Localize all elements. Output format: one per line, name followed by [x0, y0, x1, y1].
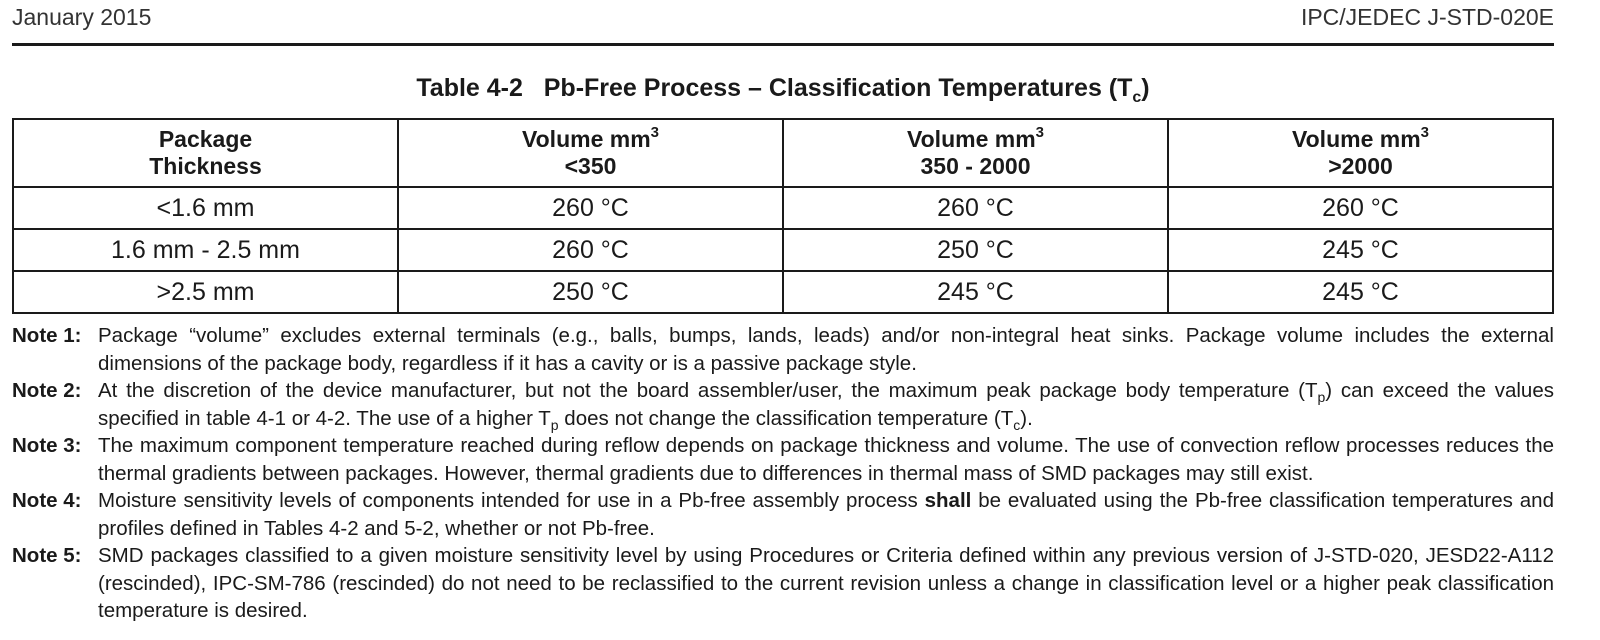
- note-label: Note 1:: [12, 324, 82, 347]
- note-label: Note 2:: [12, 379, 82, 402]
- header-volume-lt350: [398, 119, 783, 187]
- note-3: [12, 432, 1554, 487]
- note-label: Note 5:: [12, 544, 82, 567]
- note-text: [98, 487, 1554, 542]
- header-divider: [12, 43, 1554, 46]
- note-text: SMD packages classified to a given moisture sensitivity level by using Procedures or Criteria defined within any previous version of J-STD-020, JESD22-A112 (rescinded), IPC-SM-786 (rescinded) do not need to be reclassified to the current revision unless a change in classification level or a higher peak classification temperature is desired.: [98, 544, 1554, 622]
- table-number: Table 4-2: [416, 74, 523, 102]
- header-line1: Volume mm: [522, 126, 651, 152]
- table-cell: 245 °C: [1168, 229, 1553, 271]
- header-line2: Thickness: [149, 153, 262, 179]
- note-emphasis: shall: [924, 489, 972, 512]
- table-notes: [12, 322, 1554, 625]
- header-superscript: 3: [650, 124, 659, 141]
- table-cell: <1.6 mm: [13, 187, 398, 229]
- note-label: Note 4:: [12, 489, 82, 512]
- header-superscript: 3: [1420, 124, 1429, 141]
- note-label: Note 3:: [12, 434, 82, 457]
- table-cell: 250 °C: [398, 271, 783, 313]
- header-line1: Package: [158, 126, 253, 152]
- table-cell: 260 °C: [1168, 187, 1553, 229]
- header-document-id: IPC/JEDEC J-STD-020E: [1300, 4, 1554, 30]
- note-subscript: c: [1013, 416, 1021, 433]
- header-package-thickness: [13, 119, 398, 187]
- header-volume-gt2000: [1168, 119, 1553, 187]
- note-text: [98, 377, 1554, 432]
- table-caption: [12, 74, 1554, 107]
- note-text-part: does not change the classification temperature (T: [558, 406, 1014, 430]
- header-line2: >2000: [1328, 153, 1393, 179]
- note-1: [12, 322, 1554, 377]
- note-text-part: At the discretion of the device manufacturer, but not the board assembler/user, the maximum peak package body temperature (T: [98, 379, 1318, 402]
- note-4: [12, 487, 1554, 542]
- table-cell: 250 °C: [783, 229, 1168, 271]
- table-cell: 260 °C: [783, 187, 1168, 229]
- header-line1: Volume mm: [1292, 126, 1421, 152]
- note-5: [12, 542, 1554, 625]
- table-title: Pb-Free Process – Classification Temperatures (T: [543, 74, 1133, 102]
- table-header-row: [13, 119, 1553, 187]
- header-line1: Volume mm: [907, 126, 1036, 152]
- header-superscript: 3: [1035, 124, 1044, 141]
- table-title-close: ): [1141, 74, 1150, 102]
- table-row: [13, 187, 1553, 229]
- header-date: January 2015: [12, 4, 152, 30]
- note-text-part: ).: [1020, 406, 1033, 430]
- header-line2: 350 - 2000: [920, 153, 1031, 179]
- note-subscript: p: [1317, 389, 1326, 405]
- table-cell: 245 °C: [1168, 271, 1553, 313]
- header-line2: <350: [564, 153, 617, 179]
- note-subscript: p: [550, 416, 559, 433]
- table-title-subscript: c: [1132, 89, 1142, 106]
- note-2: [12, 377, 1554, 432]
- classification-temperature-table: [12, 118, 1554, 314]
- note-text: The maximum component temperature reached during reflow depends on package thickness and volume. The use of convection reflow processes reduces the thermal gradients between packages. However, thermal gradients due to differences in thermal mass of SMD packages may still exist.: [98, 434, 1554, 485]
- note-text-part: ) can exceed the values specified in table 4-1 or 4-2. The use of a higher T: [98, 379, 1554, 430]
- table-cell: >2.5 mm: [13, 271, 398, 313]
- note-text: Package “volume” excludes external terminals (e.g., balls, bumps, lands, leads) and/or non-integral heat sinks. Package volume includes the external dimensions of the package body, regardless if it has a cavity or is a passive package style.: [98, 324, 1554, 375]
- table-cell: 260 °C: [398, 187, 783, 229]
- table-row: [13, 271, 1553, 313]
- table-cell: 260 °C: [398, 229, 783, 271]
- header-volume-350-2000: [783, 119, 1168, 187]
- note-text-part: Moisture sensitivity levels of components intended for use in a Pb-free assembly process: [98, 489, 925, 512]
- table-cell: 1.6 mm - 2.5 mm: [13, 229, 398, 271]
- note-text-part: be evaluated using the Pb-free classification temperatures and profiles defined in Tables 4-2 and 5-2, whether or not Pb-free.: [98, 489, 1554, 540]
- table-row: [13, 229, 1553, 271]
- table-cell: 245 °C: [783, 271, 1168, 313]
